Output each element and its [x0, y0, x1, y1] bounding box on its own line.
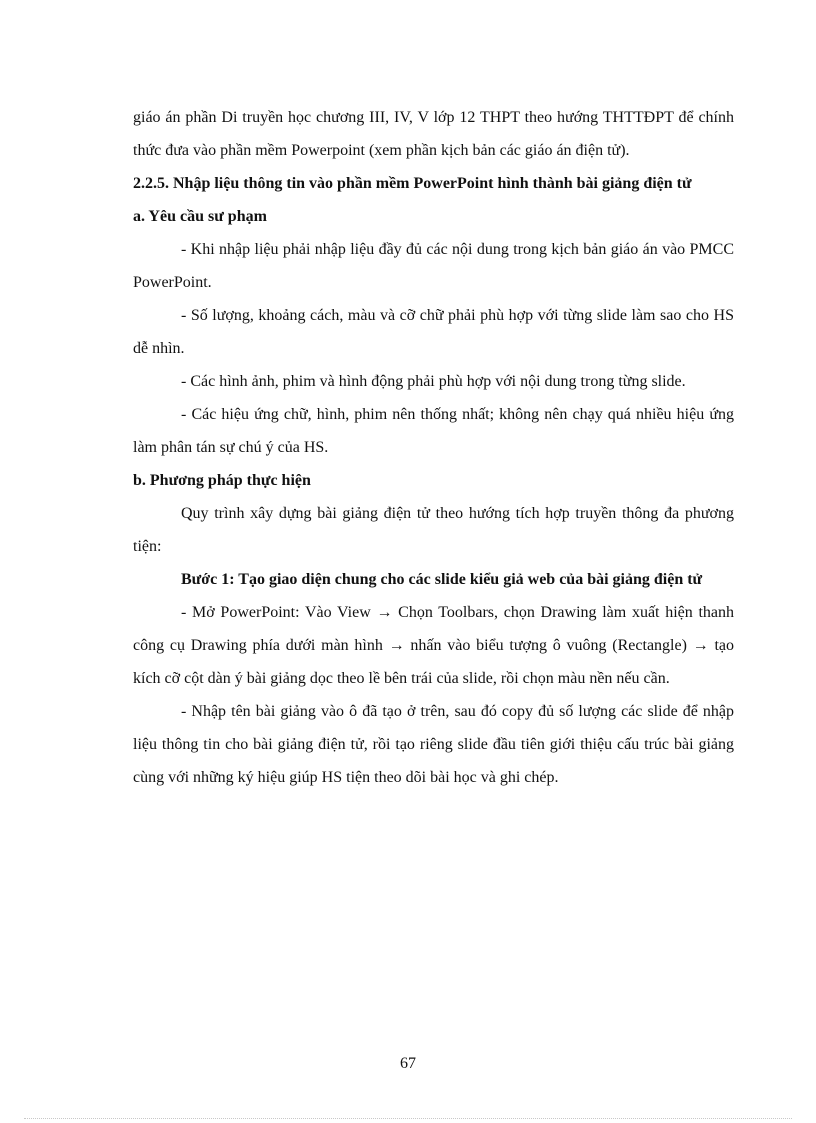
- paragraph-continuation: giáo án phần Di truyền học chương III, IV, V lớp 12 THPT theo hướng THTTĐPT để chính thức đưa vào phần mềm Powerpoint (xem phần kịch bản các giáo án điện tử).: [133, 109, 734, 159]
- page-number: 67: [400, 1055, 416, 1072]
- bullet-so-luong: - Số lượng, khoảng cách, màu và cỡ chữ phải phù hợp với từng slide làm sao cho HS dễ nhìn.: [133, 307, 734, 357]
- subheading-phuong-phap: b. Phương pháp thực hiện: [133, 472, 311, 489]
- bullet-mo-powerpoint: - Mở PowerPoint: Vào View → Chọn Toolbars, chọn Drawing làm xuất hiện thanh công cụ Drawing phía dưới màn hình → nhấn vào biểu tượng ô vuông (Rectangle) → tạo kích cỡ cột dàn ý bài giảng dọc theo lề bên trái của slide, rồi chọn màu nền nếu cần.: [133, 604, 734, 687]
- bottom-divider: [24, 1118, 792, 1119]
- bullet-hieu-ung: - Các hiệu ứng chữ, hình, phim nên thống nhất; không nên chạy quá nhiều hiệu ứng làm phân tán sự chú ý của HS.: [133, 406, 734, 456]
- page-body: [133, 101, 734, 794]
- bullet-nhap-lieu: - Khi nhập liệu phải nhập liệu đầy đủ các nội dung trong kịch bản giáo án vào PMCC PowerPoint.: [133, 241, 734, 291]
- subheading-yeu-cau-su-pham: a. Yêu cầu sư phạm: [133, 208, 267, 225]
- section-heading-2-2-5: 2.2.5. Nhập liệu thông tin vào phần mềm PowerPoint hình thành bài giảng điện tử: [133, 175, 692, 192]
- bullet-nhap-ten: - Nhập tên bài giảng vào ô đã tạo ở trên, sau đó copy đủ số lượng các slide để nhập liệu thông tin cho bài giảng điện tử, rồi tạo riêng slide đầu tiên giới thiệu cấu trúc bài giảng cùng với những ký hiệu giúp HS tiện theo dõi bài học và ghi chép.: [133, 703, 734, 786]
- paragraph-quy-trinh: Quy trình xây dựng bài giảng điện tử theo hướng tích hợp truyền thông đa phương tiện:: [133, 505, 734, 555]
- bullet-hinh-anh: - Các hình ảnh, phim và hình động phải phù hợp với nội dung trong từng slide.: [181, 373, 686, 390]
- step-1-heading: Bước 1: Tạo giao diện chung cho các slide kiểu giả web của bài giảng điện tử: [181, 571, 703, 588]
